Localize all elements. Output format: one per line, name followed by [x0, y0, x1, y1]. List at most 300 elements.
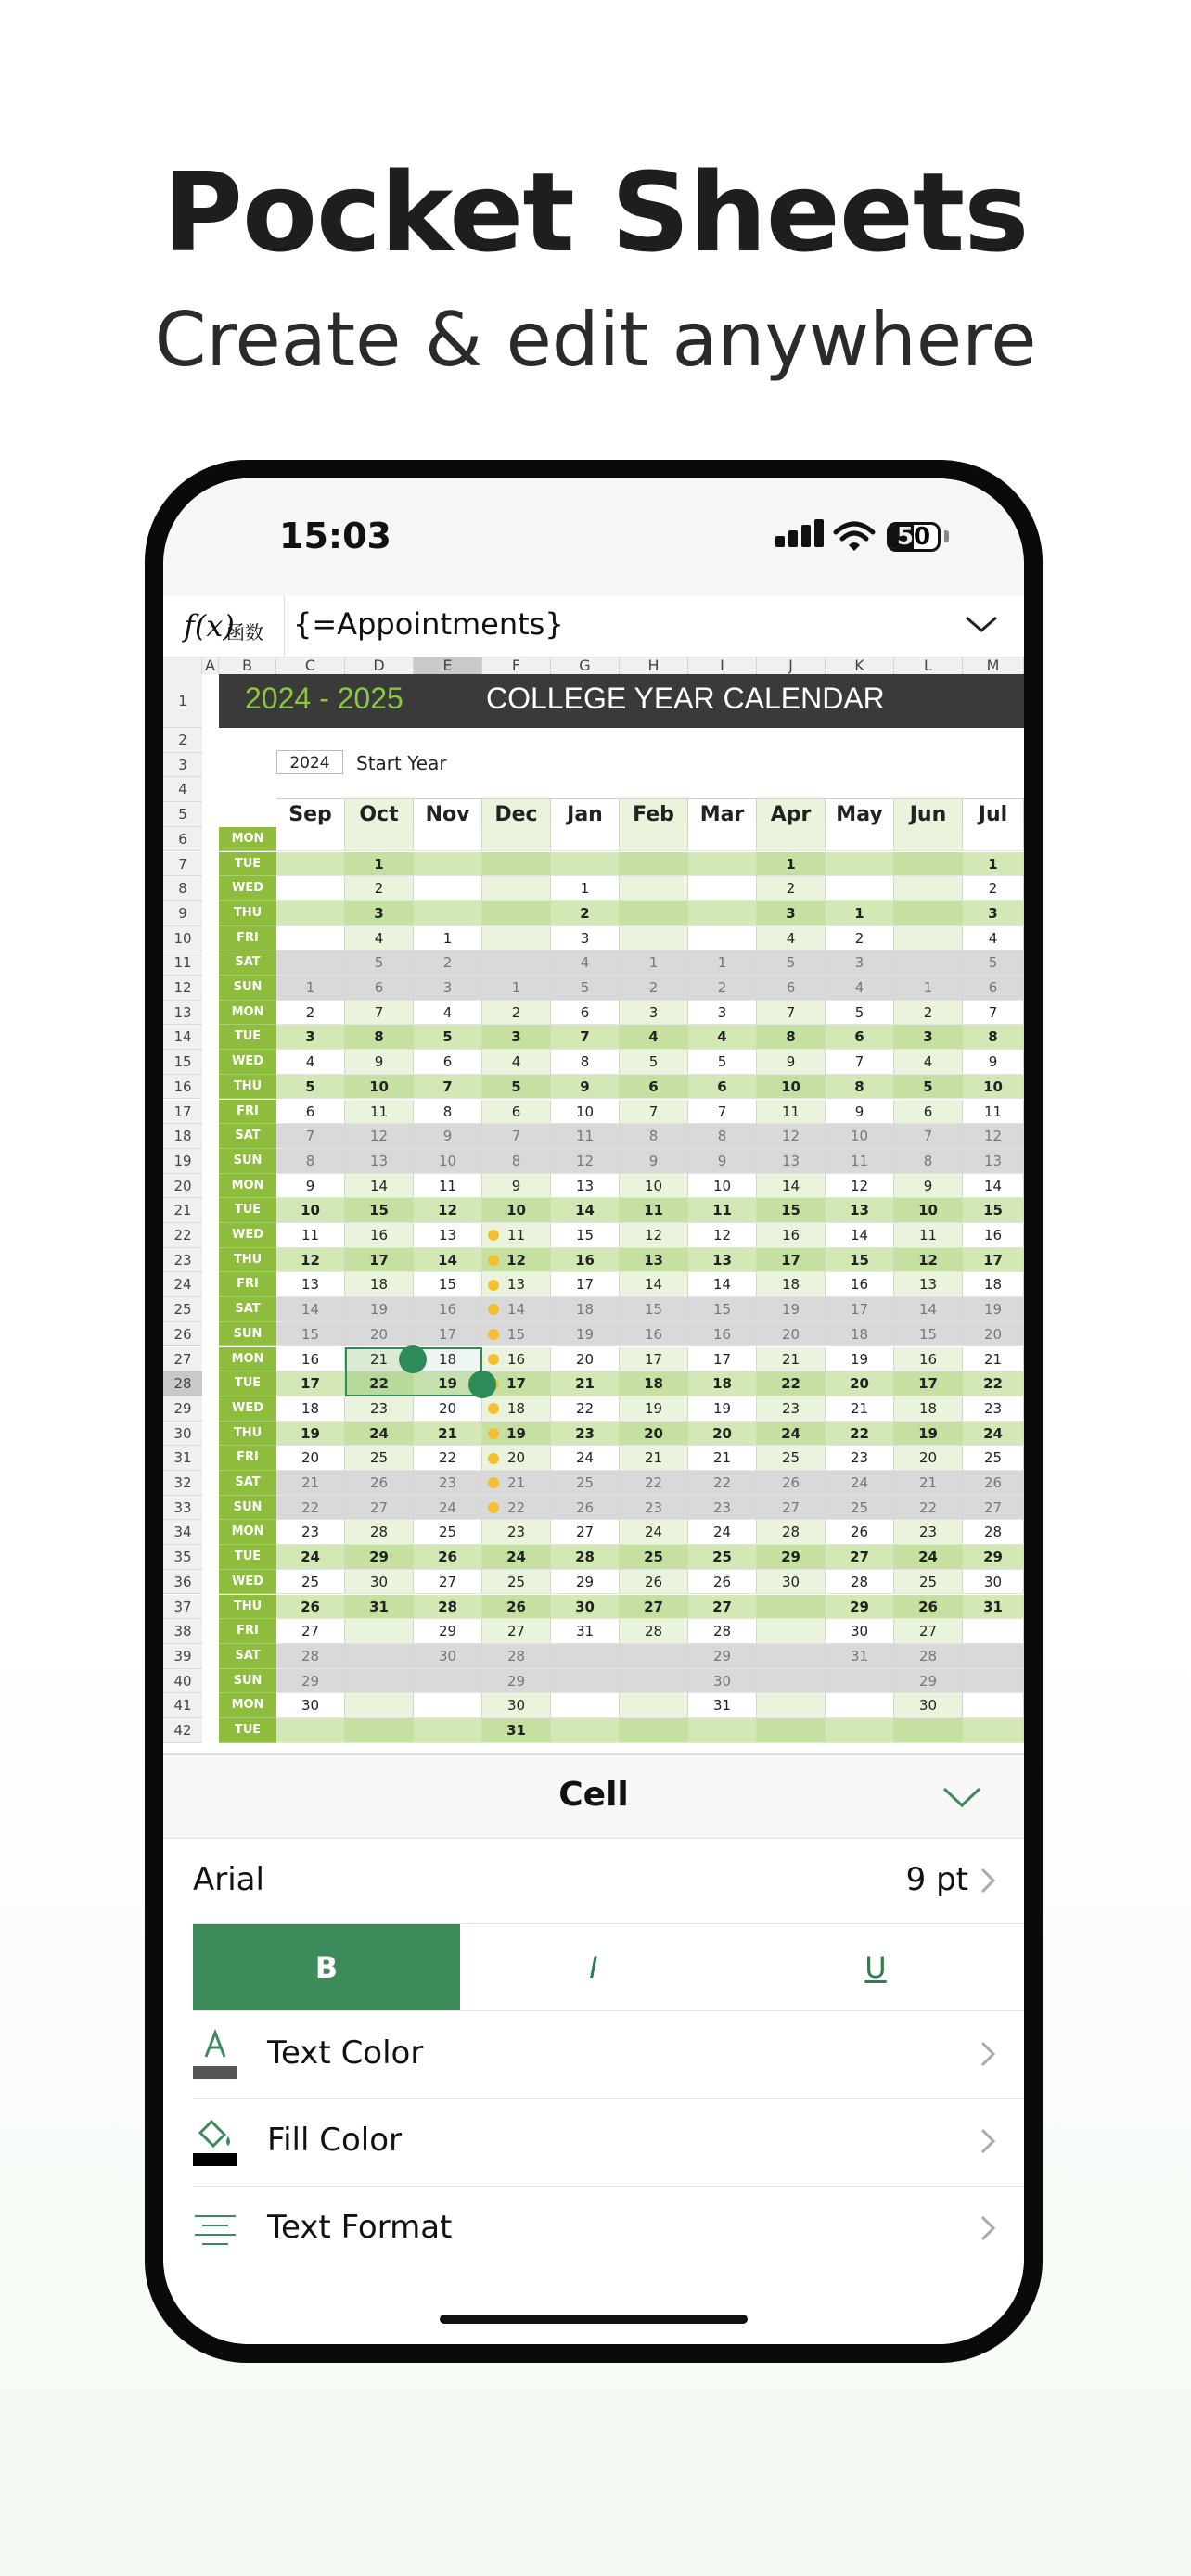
font-row[interactable]: [193, 1839, 1024, 1924]
date-cell[interactable]: 19: [276, 1422, 345, 1447]
date-cell[interactable]: 18: [688, 1371, 757, 1396]
date-cell[interactable]: [757, 1669, 826, 1694]
date-cell[interactable]: 2: [894, 1001, 963, 1026]
date-cell[interactable]: 29: [551, 1570, 620, 1595]
date-cell[interactable]: 28: [551, 1545, 620, 1570]
date-cell[interactable]: [414, 901, 482, 926]
collapse-chevron-icon[interactable]: [941, 1781, 983, 1811]
date-cell[interactable]: 16: [894, 1347, 963, 1372]
row-header-2[interactable]: 2: [163, 728, 202, 753]
column-header-b[interactable]: B: [219, 657, 276, 674]
date-cell[interactable]: 17: [826, 1297, 894, 1322]
date-cell[interactable]: 28: [963, 1520, 1024, 1545]
date-cell[interactable]: 10: [826, 1124, 894, 1149]
date-cell[interactable]: 11: [688, 1198, 757, 1223]
date-cell[interactable]: 10: [551, 1100, 620, 1125]
date-cell[interactable]: [963, 1644, 1024, 1669]
date-cell[interactable]: 21: [826, 1396, 894, 1422]
selection-handle-end[interactable]: [468, 1371, 496, 1398]
column-header-f[interactable]: F: [482, 657, 551, 674]
date-cell[interactable]: 16: [482, 1347, 551, 1372]
date-cell[interactable]: 18: [894, 1396, 963, 1422]
date-cell[interactable]: 31: [963, 1595, 1024, 1620]
date-cell[interactable]: 23: [620, 1496, 688, 1521]
date-cell[interactable]: [757, 1644, 826, 1669]
date-cell[interactable]: 6: [276, 1100, 345, 1125]
date-cell[interactable]: 6: [757, 976, 826, 1001]
column-header-m[interactable]: M: [963, 657, 1024, 674]
date-cell[interactable]: 4: [894, 1050, 963, 1075]
date-cell[interactable]: 19: [894, 1422, 963, 1447]
date-cell[interactable]: 22: [551, 1396, 620, 1422]
date-cell[interactable]: 11: [757, 1100, 826, 1125]
date-cell[interactable]: 18: [826, 1322, 894, 1347]
date-cell[interactable]: 4: [551, 950, 620, 976]
date-cell[interactable]: 28: [276, 1644, 345, 1669]
date-cell[interactable]: 8: [757, 1025, 826, 1050]
date-cell[interactable]: 17: [345, 1248, 414, 1273]
row-header-7[interactable]: 7: [163, 852, 202, 877]
date-cell[interactable]: 11: [894, 1223, 963, 1248]
date-cell[interactable]: 5: [620, 1050, 688, 1075]
row-header-15[interactable]: 15: [163, 1050, 202, 1075]
date-cell[interactable]: [826, 1718, 894, 1743]
column-header-i[interactable]: I: [688, 657, 757, 674]
column-header-a[interactable]: A: [202, 657, 219, 674]
date-cell[interactable]: [276, 876, 345, 901]
date-cell[interactable]: 28: [826, 1570, 894, 1595]
date-cell[interactable]: 3: [482, 1025, 551, 1050]
date-cell[interactable]: 16: [345, 1223, 414, 1248]
row-header-31[interactable]: 31: [163, 1446, 202, 1471]
date-cell[interactable]: 15: [620, 1297, 688, 1322]
date-cell[interactable]: 29: [757, 1545, 826, 1570]
row-header-32[interactable]: 32: [163, 1471, 202, 1496]
date-cell[interactable]: 14: [963, 1174, 1024, 1199]
date-cell[interactable]: 30: [551, 1595, 620, 1620]
row-header-24[interactable]: 24: [163, 1272, 202, 1297]
date-cell[interactable]: 20: [414, 1396, 482, 1422]
date-cell[interactable]: 29: [276, 1669, 345, 1694]
column-header-c[interactable]: C: [276, 657, 345, 674]
date-cell[interactable]: 7: [345, 1001, 414, 1026]
date-cell[interactable]: 4: [688, 1025, 757, 1050]
row-header-23[interactable]: 23: [163, 1248, 202, 1273]
date-cell[interactable]: 13: [826, 1198, 894, 1223]
date-cell[interactable]: 8: [894, 1149, 963, 1174]
date-cell[interactable]: 1: [551, 876, 620, 901]
date-cell[interactable]: 29: [894, 1669, 963, 1694]
date-cell[interactable]: 30: [482, 1693, 551, 1718]
date-cell[interactable]: 24: [757, 1422, 826, 1447]
date-cell[interactable]: 15: [276, 1322, 345, 1347]
row-header-40[interactable]: 40: [163, 1669, 202, 1694]
row-header-33[interactable]: 33: [163, 1496, 202, 1521]
date-cell[interactable]: 23: [276, 1520, 345, 1545]
date-cell[interactable]: 30: [345, 1570, 414, 1595]
date-cell[interactable]: [688, 901, 757, 926]
date-cell[interactable]: 29: [963, 1545, 1024, 1570]
date-cell[interactable]: 18: [551, 1297, 620, 1322]
date-cell[interactable]: 1: [894, 976, 963, 1001]
row-header-29[interactable]: 29: [163, 1396, 202, 1422]
date-cell[interactable]: 8: [620, 1124, 688, 1149]
date-cell[interactable]: 30: [276, 1693, 345, 1718]
date-cell[interactable]: 28: [757, 1520, 826, 1545]
column-header-e[interactable]: E: [414, 657, 482, 674]
row-header-14[interactable]: 14: [163, 1025, 202, 1050]
date-cell[interactable]: [414, 1718, 482, 1743]
date-cell[interactable]: 18: [414, 1347, 482, 1372]
date-cell[interactable]: 19: [482, 1422, 551, 1447]
date-cell[interactable]: 25: [620, 1545, 688, 1570]
date-cell[interactable]: 8: [414, 1100, 482, 1125]
column-header-d[interactable]: D: [345, 657, 414, 674]
date-cell[interactable]: [620, 876, 688, 901]
date-cell[interactable]: 26: [620, 1570, 688, 1595]
date-cell[interactable]: 22: [894, 1496, 963, 1521]
date-cell[interactable]: 2: [757, 876, 826, 901]
date-cell[interactable]: 2: [688, 976, 757, 1001]
chevron-down-icon[interactable]: [963, 610, 1000, 638]
month-header-mar[interactable]: Mar: [688, 798, 757, 831]
date-cell[interactable]: 20: [551, 1347, 620, 1372]
date-cell[interactable]: 7: [414, 1075, 482, 1100]
date-cell[interactable]: 13: [345, 1149, 414, 1174]
date-cell[interactable]: 23: [688, 1496, 757, 1521]
date-cell[interactable]: 3: [551, 926, 620, 951]
date-cell[interactable]: 4: [345, 926, 414, 951]
date-cell[interactable]: 13: [414, 1223, 482, 1248]
date-cell[interactable]: 24: [894, 1545, 963, 1570]
date-cell[interactable]: 28: [345, 1520, 414, 1545]
italic-button[interactable]: I: [460, 1924, 727, 2011]
date-cell[interactable]: [620, 1669, 688, 1694]
date-cell[interactable]: 13: [963, 1149, 1024, 1174]
date-cell[interactable]: 9: [345, 1050, 414, 1075]
date-cell[interactable]: 5: [894, 1075, 963, 1100]
date-cell[interactable]: [551, 1669, 620, 1694]
date-cell[interactable]: 5: [963, 950, 1024, 976]
month-header-feb[interactable]: Feb: [620, 798, 688, 831]
date-cell[interactable]: [345, 1619, 414, 1644]
date-cell[interactable]: 28: [688, 1619, 757, 1644]
date-cell[interactable]: [894, 901, 963, 926]
date-cell[interactable]: 19: [688, 1396, 757, 1422]
date-cell[interactable]: 2: [551, 901, 620, 926]
date-cell[interactable]: 11: [620, 1198, 688, 1223]
date-cell[interactable]: 8: [345, 1025, 414, 1050]
date-cell[interactable]: [963, 1619, 1024, 1644]
row-header-13[interactable]: 13: [163, 1001, 202, 1026]
date-cell[interactable]: 30: [414, 1644, 482, 1669]
date-cell[interactable]: 13: [551, 1174, 620, 1199]
date-cell[interactable]: [688, 852, 757, 877]
date-cell[interactable]: [826, 1669, 894, 1694]
date-cell[interactable]: 21: [963, 1347, 1024, 1372]
date-cell[interactable]: 11: [482, 1223, 551, 1248]
date-cell[interactable]: [963, 827, 1024, 852]
date-cell[interactable]: 30: [894, 1693, 963, 1718]
date-cell[interactable]: 1: [963, 852, 1024, 877]
date-cell[interactable]: 12: [414, 1198, 482, 1223]
date-cell[interactable]: 21: [276, 1471, 345, 1496]
date-cell[interactable]: [620, 852, 688, 877]
date-cell[interactable]: 25: [963, 1446, 1024, 1471]
text-color-row[interactable]: [193, 2012, 1024, 2099]
month-header-jun[interactable]: Jun: [894, 798, 963, 831]
date-cell[interactable]: 10: [414, 1149, 482, 1174]
date-cell[interactable]: [482, 950, 551, 976]
date-cell[interactable]: 2: [620, 976, 688, 1001]
date-cell[interactable]: 22: [757, 1371, 826, 1396]
date-cell[interactable]: 28: [414, 1595, 482, 1620]
date-cell[interactable]: 26: [276, 1595, 345, 1620]
date-cell[interactable]: [620, 1693, 688, 1718]
date-cell[interactable]: 27: [414, 1570, 482, 1595]
date-cell[interactable]: 17: [482, 1371, 551, 1396]
date-cell[interactable]: 13: [894, 1272, 963, 1297]
column-header-h[interactable]: H: [620, 657, 688, 674]
date-cell[interactable]: 5: [757, 950, 826, 976]
date-cell[interactable]: 9: [482, 1174, 551, 1199]
date-cell[interactable]: 20: [688, 1422, 757, 1447]
row-header-18[interactable]: 18: [163, 1124, 202, 1149]
date-cell[interactable]: 1: [757, 852, 826, 877]
date-cell[interactable]: 29: [345, 1545, 414, 1570]
date-cell[interactable]: 21: [551, 1371, 620, 1396]
date-cell[interactable]: 3: [345, 901, 414, 926]
date-cell[interactable]: 1: [620, 950, 688, 976]
date-cell[interactable]: 27: [826, 1545, 894, 1570]
date-cell[interactable]: [345, 1693, 414, 1718]
date-cell[interactable]: 17: [414, 1322, 482, 1347]
date-cell[interactable]: 23: [826, 1446, 894, 1471]
date-cell[interactable]: [414, 1693, 482, 1718]
date-cell[interactable]: 8: [963, 1025, 1024, 1050]
date-cell[interactable]: 1: [482, 976, 551, 1001]
calendar-title-bar[interactable]: [219, 674, 1024, 728]
date-cell[interactable]: 8: [482, 1149, 551, 1174]
date-cell[interactable]: 24: [688, 1520, 757, 1545]
selection-handle-start[interactable]: [399, 1345, 427, 1373]
date-cell[interactable]: 23: [963, 1396, 1024, 1422]
date-cell[interactable]: 27: [963, 1496, 1024, 1521]
date-cell[interactable]: 3: [276, 1025, 345, 1050]
date-cell[interactable]: [688, 926, 757, 951]
date-cell[interactable]: 16: [963, 1223, 1024, 1248]
row-header-22[interactable]: 22: [163, 1223, 202, 1248]
date-cell[interactable]: 5: [482, 1075, 551, 1100]
date-cell[interactable]: 31: [551, 1619, 620, 1644]
date-cell[interactable]: 24: [551, 1446, 620, 1471]
date-cell[interactable]: 25: [826, 1496, 894, 1521]
date-cell[interactable]: 15: [551, 1223, 620, 1248]
date-cell[interactable]: 27: [620, 1595, 688, 1620]
row-header-35[interactable]: 35: [163, 1545, 202, 1570]
date-cell[interactable]: 24: [482, 1545, 551, 1570]
row-header-26[interactable]: 26: [163, 1322, 202, 1347]
date-cell[interactable]: 18: [345, 1272, 414, 1297]
fill-color-row[interactable]: [193, 2099, 1024, 2187]
date-cell[interactable]: [414, 827, 482, 852]
date-cell[interactable]: 6: [551, 1001, 620, 1026]
start-year-cell[interactable]: 2024: [276, 750, 343, 774]
date-cell[interactable]: 17: [276, 1371, 345, 1396]
date-cell[interactable]: 25: [482, 1570, 551, 1595]
row-header-10[interactable]: 10: [163, 926, 202, 951]
formula-input[interactable]: {=Appointments}: [293, 606, 564, 642]
date-cell[interactable]: [276, 852, 345, 877]
date-cell[interactable]: 31: [688, 1693, 757, 1718]
date-cell[interactable]: 15: [757, 1198, 826, 1223]
date-cell[interactable]: 20: [894, 1446, 963, 1471]
date-cell[interactable]: 16: [757, 1223, 826, 1248]
date-cell[interactable]: 14: [551, 1198, 620, 1223]
date-cell[interactable]: 9: [963, 1050, 1024, 1075]
date-cell[interactable]: 22: [620, 1471, 688, 1496]
date-cell[interactable]: 9: [551, 1075, 620, 1100]
date-cell[interactable]: 20: [757, 1322, 826, 1347]
row-header-12[interactable]: 12: [163, 976, 202, 1001]
row-header-20[interactable]: 20: [163, 1174, 202, 1199]
date-cell[interactable]: [276, 1718, 345, 1743]
date-cell[interactable]: 8: [551, 1050, 620, 1075]
date-cell[interactable]: 24: [345, 1422, 414, 1447]
date-cell[interactable]: 16: [826, 1272, 894, 1297]
date-cell[interactable]: [551, 827, 620, 852]
date-cell[interactable]: 18: [757, 1272, 826, 1297]
date-cell[interactable]: 19: [414, 1371, 482, 1396]
date-cell[interactable]: 29: [414, 1619, 482, 1644]
date-cell[interactable]: [620, 901, 688, 926]
date-cell[interactable]: 6: [345, 976, 414, 1001]
date-cell[interactable]: 22: [345, 1371, 414, 1396]
date-cell[interactable]: 16: [551, 1248, 620, 1273]
spreadsheet-grid[interactable]: [163, 657, 1024, 1753]
date-cell[interactable]: 27: [551, 1520, 620, 1545]
date-cell[interactable]: 3: [620, 1001, 688, 1026]
date-cell[interactable]: 12: [894, 1248, 963, 1273]
date-cell[interactable]: 26: [757, 1471, 826, 1496]
date-cell[interactable]: [757, 1595, 826, 1620]
date-cell[interactable]: 12: [826, 1174, 894, 1199]
row-header-19[interactable]: 19: [163, 1149, 202, 1174]
date-cell[interactable]: 19: [826, 1347, 894, 1372]
row-header-25[interactable]: 25: [163, 1297, 202, 1322]
row-header-28[interactable]: 28: [163, 1371, 202, 1396]
row-header-39[interactable]: 39: [163, 1644, 202, 1669]
date-cell[interactable]: 19: [620, 1396, 688, 1422]
home-indicator[interactable]: [440, 2315, 748, 2324]
month-header-may[interactable]: May: [826, 798, 894, 831]
row-header-21[interactable]: 21: [163, 1198, 202, 1223]
date-cell[interactable]: [345, 827, 414, 852]
date-cell[interactable]: 14: [482, 1297, 551, 1322]
row-header-42[interactable]: 42: [163, 1718, 202, 1743]
date-cell[interactable]: 1: [276, 976, 345, 1001]
date-cell[interactable]: 4: [757, 926, 826, 951]
row-header-6[interactable]: 6: [163, 827, 202, 852]
date-cell[interactable]: 2: [276, 1001, 345, 1026]
date-cell[interactable]: 30: [688, 1669, 757, 1694]
date-cell[interactable]: 12: [688, 1223, 757, 1248]
underline-button[interactable]: U: [727, 1924, 1024, 2011]
date-cell[interactable]: 27: [276, 1619, 345, 1644]
date-cell[interactable]: 11: [345, 1100, 414, 1125]
date-cell[interactable]: 15: [414, 1272, 482, 1297]
date-cell[interactable]: [482, 926, 551, 951]
date-cell[interactable]: [482, 852, 551, 877]
date-cell[interactable]: 2: [963, 876, 1024, 901]
month-header-jul[interactable]: Jul: [963, 798, 1024, 831]
date-cell[interactable]: 4: [620, 1025, 688, 1050]
date-cell[interactable]: 27: [345, 1496, 414, 1521]
date-cell[interactable]: 21: [688, 1446, 757, 1471]
date-cell[interactable]: 4: [482, 1050, 551, 1075]
date-cell[interactable]: 28: [894, 1644, 963, 1669]
date-cell[interactable]: 10: [345, 1075, 414, 1100]
date-cell[interactable]: 26: [482, 1595, 551, 1620]
row-header-3[interactable]: 3: [163, 753, 202, 778]
date-cell[interactable]: 9: [894, 1174, 963, 1199]
row-header-17[interactable]: 17: [163, 1100, 202, 1125]
date-cell[interactable]: 3: [963, 901, 1024, 926]
date-cell[interactable]: [276, 950, 345, 976]
date-cell[interactable]: 31: [345, 1595, 414, 1620]
date-cell[interactable]: 21: [757, 1347, 826, 1372]
date-cell[interactable]: 7: [894, 1124, 963, 1149]
date-cell[interactable]: [551, 1644, 620, 1669]
date-cell[interactable]: [894, 950, 963, 976]
date-cell[interactable]: 21: [894, 1471, 963, 1496]
date-cell[interactable]: 12: [345, 1124, 414, 1149]
formula-bar[interactable]: [163, 595, 1024, 657]
date-cell[interactable]: 25: [551, 1471, 620, 1496]
date-cell[interactable]: 15: [482, 1322, 551, 1347]
date-cell[interactable]: 26: [551, 1496, 620, 1521]
date-cell[interactable]: 29: [826, 1595, 894, 1620]
date-cell[interactable]: 10: [963, 1075, 1024, 1100]
column-header-l[interactable]: L: [894, 657, 963, 674]
date-cell[interactable]: 3: [894, 1025, 963, 1050]
date-cell[interactable]: [276, 901, 345, 926]
date-cell[interactable]: 18: [276, 1396, 345, 1422]
date-cell[interactable]: [414, 876, 482, 901]
date-cell[interactable]: 8: [276, 1149, 345, 1174]
date-cell[interactable]: 5: [414, 1025, 482, 1050]
date-cell[interactable]: 30: [757, 1570, 826, 1595]
row-header-1[interactable]: 1: [163, 674, 202, 728]
date-cell[interactable]: 3: [757, 901, 826, 926]
date-cell[interactable]: 14: [826, 1223, 894, 1248]
date-cell[interactable]: 16: [620, 1322, 688, 1347]
date-cell[interactable]: [894, 926, 963, 951]
date-cell[interactable]: 22: [963, 1371, 1024, 1396]
date-cell[interactable]: 21: [482, 1471, 551, 1496]
text-format-row[interactable]: [193, 2187, 1024, 2274]
date-cell[interactable]: 23: [345, 1396, 414, 1422]
date-cell[interactable]: 17: [963, 1248, 1024, 1273]
date-cell[interactable]: 9: [826, 1100, 894, 1125]
date-cell[interactable]: 17: [620, 1347, 688, 1372]
date-cell[interactable]: 6: [894, 1100, 963, 1125]
date-cell[interactable]: 2: [345, 876, 414, 901]
column-header-j[interactable]: J: [757, 657, 826, 674]
date-cell[interactable]: 13: [482, 1272, 551, 1297]
date-cell[interactable]: 10: [620, 1174, 688, 1199]
date-cell[interactable]: 16: [414, 1297, 482, 1322]
